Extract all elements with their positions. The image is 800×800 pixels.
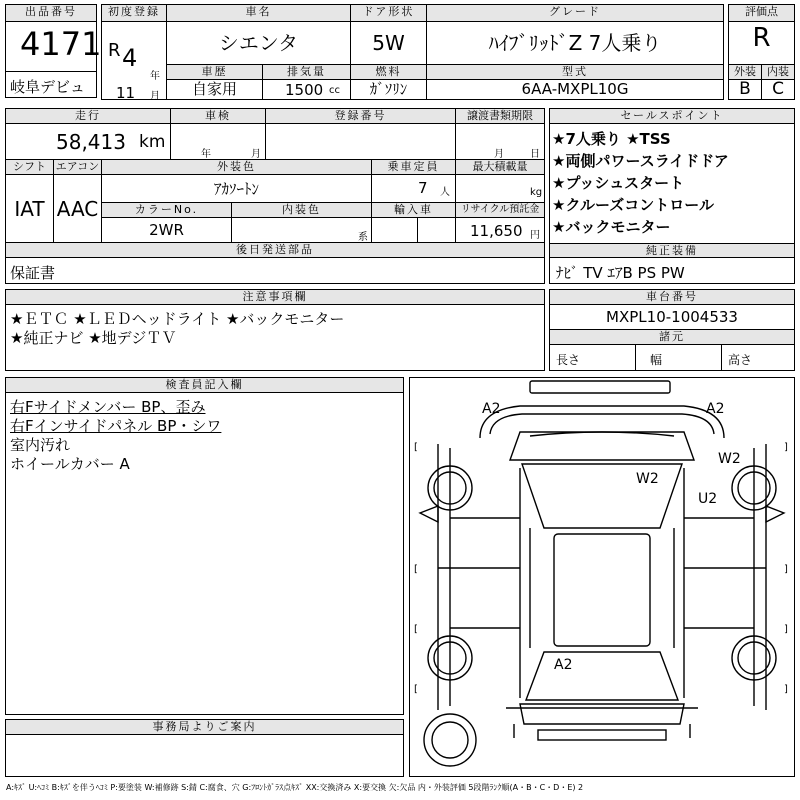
door-label: ドア形状 [351, 5, 427, 22]
bracket-mark: [ [414, 442, 418, 453]
mileage: 58,413 [56, 130, 126, 154]
grade: ﾊｲﾌﾞﾘｯﾄﾞZ 7人乗り [488, 31, 662, 55]
legend: A:ｷｽﾞ U:ﾍｺﾐ B:ｷｽﾞを伴うﾍｺﾐ P:要塗装 W:補修跡 S:錆 C:腐食、穴 G:ﾌﾛﾝﾄｶﾞﾗｽ点ｷｽﾞ XX:交換済み X:要交換 欠:欠品 内・外装評価 5段階ﾗﾝｸ順(A・B・C・D・E) 2 [6, 783, 584, 792]
damage-mark: A2 [554, 657, 573, 673]
exterior-score: B [729, 80, 762, 99]
ac: AAC [54, 175, 102, 243]
inspector-lines [10, 398, 221, 474]
debut-label: 岐阜デビュ [6, 71, 96, 95]
sales-points [552, 128, 729, 238]
caution-box [5, 289, 545, 371]
lot-number: 4171 [20, 25, 102, 63]
door-type: 5W [351, 22, 427, 64]
reg-month: 11 [116, 84, 136, 102]
inspector-line: 右Fサイドメンバー BP、歪み [10, 398, 206, 416]
bracket-mark: ] [784, 564, 788, 575]
inspection-label: 車検 [171, 109, 266, 124]
interior-label: 内装 [762, 64, 794, 80]
ac-label: エアコン [54, 160, 102, 175]
history: 自家用 [167, 80, 263, 99]
width-label: 幅 [650, 353, 663, 367]
sales-point: ★バックモニター [552, 218, 671, 236]
car-diagram [409, 377, 795, 777]
color-label: 外装色 [102, 160, 372, 175]
first-reg-label: 初度登録 [102, 5, 167, 22]
bracket-mark: [ [414, 684, 418, 695]
height-label: 高さ [728, 353, 753, 367]
caution-line: ★純正ナビ ★地デジＴＶ [10, 329, 177, 347]
int-color-label: 内装色 [232, 203, 372, 218]
damage-mark: U2 [698, 491, 718, 507]
capacity: 7 [418, 179, 428, 197]
capacity-label: 乗車定員 [372, 160, 456, 175]
car-outline [410, 378, 794, 776]
displacement-cell [263, 80, 351, 99]
reg-no-cell [266, 124, 456, 160]
displacement: 1500 [285, 81, 324, 99]
caution-label: 注意事項欄 [6, 290, 544, 305]
inspection-cell [171, 124, 266, 160]
transfer-cell [456, 124, 544, 160]
interior-score: C [772, 79, 784, 99]
color-no: 2WR [102, 218, 232, 243]
bracket-mark: [ [414, 624, 418, 635]
payload-label: 最大積載量 [456, 160, 544, 175]
import-cell [372, 218, 418, 243]
inspector-line: ホイールカバー A [10, 455, 130, 473]
damage-mark: W2 [718, 451, 741, 467]
history-label: 車歴 [167, 64, 263, 80]
car-name: シエンタ [167, 22, 351, 64]
inspection-year-unit: 年 [201, 149, 211, 160]
office-box [5, 719, 404, 777]
score: R [752, 23, 771, 53]
fuel: ｶﾞｿﾘﾝ [351, 80, 427, 99]
capacity-cell [372, 175, 456, 203]
damage-mark: A2 [482, 401, 501, 417]
mileage-cell [6, 124, 171, 160]
dims-label: 諸元 [550, 330, 794, 345]
inspector-line: 右Fインサイドパネル BP・シワ [10, 417, 222, 435]
grade-label: グレード [427, 5, 723, 22]
damage-mark: A2 [706, 401, 725, 417]
first-reg-cell [102, 22, 167, 102]
mileage-label: 走行 [6, 109, 171, 124]
inspector-box [5, 377, 404, 715]
reg-year: 4 [122, 44, 138, 72]
reg-no-label: 登録番号 [266, 109, 456, 124]
sales-label: セールスポイント [550, 109, 794, 124]
transfer-month-unit: 月 [494, 149, 504, 160]
model: 6AA-MXPL10G [521, 80, 629, 98]
damage-mark: W2 [636, 471, 659, 487]
displacement-label: 排気量 [263, 64, 351, 80]
score-label: 評価点 [729, 5, 794, 22]
chassis-box [549, 289, 795, 371]
color: ｱｶｿｰﾄﾝ [102, 175, 372, 203]
payload-cell [456, 175, 544, 203]
recycle-unit: 円 [530, 230, 540, 241]
lot-box [5, 4, 102, 98]
equipment-label: 純正装備 [550, 243, 794, 258]
chassis-label: 車台番号 [550, 290, 794, 305]
recycle-cell [456, 218, 544, 243]
later-parts: 保証書 [10, 264, 56, 282]
year-unit: 年 [150, 71, 160, 82]
sales-point: ★クルーズコントロール [552, 196, 714, 214]
payload-unit: kg [530, 187, 543, 198]
shift: IAT [6, 175, 54, 243]
lot-number-label: 出品番号 [6, 5, 96, 22]
int-color-unit: 系 [358, 232, 368, 243]
recycle-label: リサイクル預託金 [456, 203, 544, 218]
exterior-label: 外装 [729, 64, 762, 80]
displacement-unit: cc [329, 85, 340, 96]
bracket-mark: ] [784, 684, 788, 695]
header-main [101, 4, 724, 100]
length-label: 長さ [556, 353, 581, 367]
mileage-unit: km [139, 132, 166, 152]
later-parts-label: 後日発送部品 [6, 243, 544, 258]
import-label: 輸入車 [372, 203, 456, 218]
shift-label: シフト [6, 160, 54, 175]
equipment: ﾅﾋﾞ TV ｴｱB PS PW [556, 264, 685, 282]
capacity-unit: 人 [440, 187, 450, 198]
sales-point: ★プッシュスタート [552, 174, 685, 192]
inspector-label: 検査員記入欄 [6, 378, 403, 393]
era: R [108, 40, 121, 61]
transfer-label: 譲渡書類期限 [456, 109, 544, 124]
height-cell [722, 345, 794, 370]
sales-box [549, 108, 795, 284]
month-unit: 月 [150, 91, 160, 102]
inspector-line: 室内汚れ [10, 436, 71, 454]
specs-box [5, 108, 545, 284]
car-name-label: 車名 [167, 5, 351, 22]
sales-point: ★両側パワースライドドア [552, 152, 729, 170]
width-cell [636, 345, 722, 370]
office-label: 事務局よりご案内 [6, 720, 403, 735]
caution-line: ★ＥＴＣ ★ＬＥＤヘッドライト ★バックモニター [10, 310, 345, 328]
bracket-mark: ] [784, 442, 788, 453]
caution-lines [10, 310, 344, 348]
model-label: 型式 [427, 64, 723, 80]
transfer-day-unit: 日 [530, 149, 540, 160]
sales-point: ★7人乗り ★TSS [552, 130, 671, 148]
bracket-mark: ] [784, 624, 788, 635]
length-cell [550, 345, 636, 370]
recycle: 11,650 [470, 222, 523, 240]
fuel-label: 燃料 [351, 64, 427, 80]
int-color-cell [232, 218, 372, 243]
score-box [728, 4, 795, 100]
import-cell-2 [418, 218, 456, 243]
color-no-label: カラーNo. [102, 203, 232, 218]
inspection-month-unit: 月 [251, 149, 261, 160]
chassis-number: MXPL10-1004533 [550, 305, 794, 330]
bracket-mark: [ [414, 564, 418, 575]
